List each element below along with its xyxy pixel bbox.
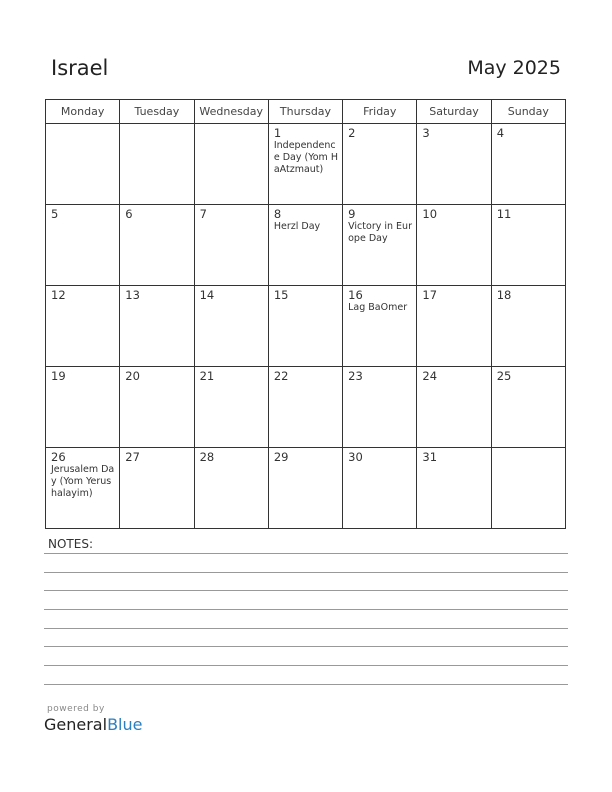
day-cell	[491, 205, 565, 286]
day-cell	[120, 124, 194, 205]
day-number: 8	[273, 207, 282, 221]
logo-general: General	[44, 715, 108, 734]
day-cell	[120, 367, 194, 448]
day-number: 2	[348, 126, 356, 140]
notes-line	[44, 572, 568, 573]
day-cell	[46, 367, 120, 448]
day-number: 14	[199, 288, 215, 302]
day-cell	[417, 448, 491, 529]
holiday-label: Herzl Day	[273, 221, 321, 232]
day-cell	[491, 124, 565, 205]
day-number: 22	[273, 369, 289, 383]
notes-line	[44, 646, 568, 647]
day-number: 6	[125, 207, 133, 221]
day-cell	[120, 286, 194, 367]
day-number: 3	[422, 126, 430, 140]
weekday-header-row	[46, 100, 566, 124]
day-cell	[46, 286, 120, 367]
day-cell	[120, 448, 194, 529]
day-number: 1	[273, 126, 282, 140]
week-row	[46, 286, 566, 367]
notes-line	[44, 665, 568, 666]
day-number: 9	[348, 207, 356, 221]
notes-line	[44, 609, 568, 610]
day-cell	[46, 124, 120, 205]
day-cell	[268, 448, 342, 529]
day-number: 26	[51, 450, 66, 464]
notes-line	[44, 590, 568, 591]
day-cell	[268, 205, 342, 286]
day-number: 15	[273, 288, 289, 302]
calendar-grid	[45, 99, 566, 529]
day-cell	[343, 124, 417, 205]
day-number: 11	[496, 207, 512, 221]
day-number: 4	[496, 126, 505, 140]
day-cell	[491, 286, 565, 367]
day-number: 20	[125, 369, 140, 383]
day-number: 21	[199, 369, 215, 383]
week-row	[46, 205, 566, 286]
day-number: 29	[273, 450, 289, 464]
day-cell	[268, 286, 342, 367]
week-row	[46, 367, 566, 448]
day-number: 24	[422, 369, 438, 383]
holiday-label: Jerusalem Day (Yom Yerushalayim)	[51, 464, 115, 499]
day-cell	[194, 448, 268, 529]
powered-by-text: powered by	[47, 704, 105, 714]
notes-line	[44, 684, 568, 685]
day-number: 10	[422, 207, 438, 221]
notes-line	[44, 553, 568, 554]
weekday-thursday: Thursday	[268, 100, 342, 124]
day-number: 13	[125, 288, 140, 302]
day-cell	[417, 205, 491, 286]
day-number: 19	[51, 369, 66, 383]
month-year-title: May 2025	[467, 57, 561, 79]
holiday-label: Independence Day (Yom HaAtzmaut)	[273, 140, 338, 175]
day-cell	[343, 448, 417, 529]
day-cell	[417, 367, 491, 448]
holiday-label: Lag BaOmer	[348, 302, 408, 313]
day-number: 30	[348, 450, 363, 464]
day-cell	[120, 205, 194, 286]
notes-line	[44, 628, 568, 629]
day-number: 7	[199, 207, 207, 221]
day-cell	[343, 367, 417, 448]
day-cell	[46, 448, 120, 529]
day-number: 27	[125, 450, 140, 464]
weekday-wednesday: Wednesday	[194, 100, 268, 124]
brand-footer	[44, 704, 142, 734]
day-cell	[268, 367, 342, 448]
weekday-tuesday: Tuesday	[120, 100, 194, 124]
day-cell	[46, 205, 120, 286]
holiday-label: Victory in Europe Day	[348, 221, 412, 244]
day-number: 17	[422, 288, 438, 302]
notes-label: NOTES:	[48, 537, 93, 551]
day-number: 5	[51, 207, 59, 221]
day-cell	[268, 124, 342, 205]
weekday-sunday: Sunday	[491, 100, 565, 124]
day-number: 23	[348, 369, 363, 383]
day-cell	[194, 367, 268, 448]
day-number: 31	[422, 450, 438, 464]
day-number: 28	[199, 450, 215, 464]
day-cell	[417, 286, 491, 367]
week-row	[46, 448, 566, 529]
week-row	[46, 124, 566, 205]
day-cell	[491, 448, 565, 529]
weekday-friday: Friday	[343, 100, 417, 124]
day-cell	[343, 205, 417, 286]
country-title: Israel	[51, 56, 109, 80]
day-number: 25	[496, 369, 512, 383]
day-cell	[343, 286, 417, 367]
day-cell	[194, 286, 268, 367]
day-number: 16	[348, 288, 363, 302]
logo-blue: Blue	[107, 715, 143, 734]
day-number: 18	[496, 288, 512, 302]
generalblue-logo	[44, 715, 142, 734]
day-cell	[491, 367, 565, 448]
weekday-monday: Monday	[46, 100, 120, 124]
day-number: 12	[51, 288, 66, 302]
day-cell	[194, 124, 268, 205]
weekday-saturday: Saturday	[417, 100, 491, 124]
day-cell	[194, 205, 268, 286]
day-cell	[417, 124, 491, 205]
